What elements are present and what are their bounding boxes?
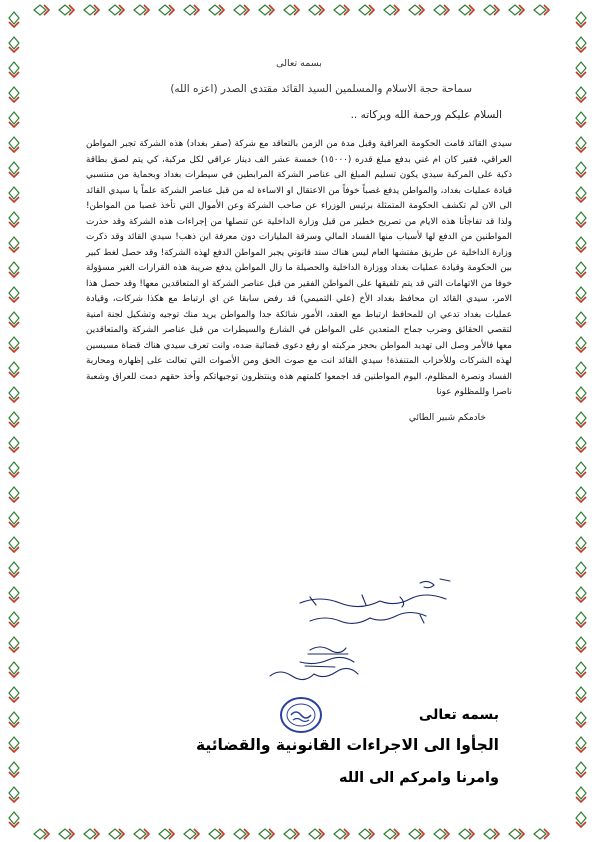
border-ornament — [576, 537, 586, 552]
border-ornament — [509, 829, 524, 839]
letter-content — [86, 58, 512, 423]
border-ornament — [576, 87, 586, 102]
greeting: السلام عليكم ورحمة الله وبركاته .. — [350, 109, 502, 121]
border-ornament — [9, 787, 19, 802]
border-ornament — [576, 762, 586, 777]
border-ornament — [159, 5, 174, 15]
border-ornament — [576, 112, 586, 127]
border-ornament — [234, 829, 249, 839]
border-ornament — [334, 829, 349, 839]
border-ornament — [109, 829, 124, 839]
border-ornament — [576, 187, 586, 202]
border-ornament — [84, 829, 99, 839]
border-ornament — [576, 687, 586, 702]
border-ornament — [576, 437, 586, 452]
border-ornament — [576, 262, 586, 277]
border-ornament — [9, 462, 19, 477]
border-ornament — [409, 829, 424, 839]
border-ornament — [576, 37, 586, 52]
response-instruction: الجأوا الى الاجراءات القانونية والقضائية — [195, 736, 499, 754]
border-ornament — [9, 487, 19, 502]
border-ornament — [134, 5, 149, 15]
border-ornament — [534, 5, 549, 15]
border-ornament — [9, 712, 19, 727]
border-ornament — [309, 829, 324, 839]
border-ornament — [9, 312, 19, 327]
border-ornament — [9, 437, 19, 452]
border-ornament — [359, 5, 374, 15]
border-ornament — [576, 337, 586, 352]
border-ornament — [84, 5, 99, 15]
border-ornament — [576, 487, 586, 502]
border-ornament — [9, 562, 19, 577]
border-ornament — [9, 337, 19, 352]
border-ornament — [184, 829, 199, 839]
border-ornament — [534, 829, 549, 839]
letter-body: سيدي القائد قامت الحكومة العراقية وقبل مدة من الزمن بالتعاقد مع شركة (صقر بغداد) هذه الشركة تجبر المواطن العراقي، فقير كان ام غني بدفع مبلغ قدره (١٥٠٠٠) خمسة عشر الف دينار عراقي لكل مركبة، كي يتم لصق بطاقة ذكية على المركبة سيدي يكون تسليم المبلغ الى عناصر الشركة المرابطين في سيطرات بغداد وبحماية من منتسبي قيادة عمليات بغداد، والمواطن يدفع غصباً خوفاً من الاعتقال او الاساءة له من قبل عناصر الشركة علماً يا سيدي القائد الى الان لم تكشف الحكومة المتمثلة برئيس الوزراء عن صاحب الشركة وعن الأموال التي تأخذ غصبا من المواطن! ولذا قد تفاجأنا هذه الايام من تصريح خطير من قبل وزارة الداخلية عن تنصلها من إجراءات هذه الشركة وقد حذرت المواطنين من الدفع لها لأسباب منها الفساد المالي وسرقة المليارات دون معرفة اين ذهب! سيدي القائد وقد ذكرت وزارة الداخلية عن طريق مفتشها العام ليس هناك سند قانوني يجبر المواطن الدفع لهذه الشركة! وقد حصل لغط كبير بين الحكومة وقيادة عمليات بغداد ووزارة الداخلية والحصيلة ما زال المواطن يدفع ضريبة هذه القرارات الغير مسؤولة خوفا من الاتهامات التي قد يتم تلفيقها على المواطن الفقير من قبل عناصر الشركة او المتعاقدين معها! وقد حصل هذا الامر، سيدي القائد ان محافظ بغداد الأخ (علي التميمي) قد رفض سابقا عن اي ارتباط مع هكذا شركات، وقيادة عمليات بغداد تدعي ان للمحافظ ارتباط مع العقد، الأمور شائكة جدا والمواطن يريد منك توجيه وتشكيل لجنة امنية لتقصي الحقائق وضرب جماح المتعدين على المواطن في الشارع والسيطرات من قبل عناصر الشركة والمتعاقدين معها فالأمر وصل الى تهديد المواطن بحجز مركبته او رفع دعوى قضائية ضده، وانت تعرف سيدي هناك قضاة مسيسين لهذه الشركات وللأحزاب المتنفذة! سيدي القائد انت مع صوت الحق ومن الأصوات التي تعالت على إظهاره ومحاربة الفساد ونصرة المظلوم، اليوم المواطنين قد اجمعوا كلمتهم هذه وينتظرون توجيهاتكم وأخذ حقهم دمت للعراق وشعبة ناصرا وللمظلوم عونا — [86, 139, 512, 397]
border-top — [34, 5, 549, 15]
border-ornament — [9, 662, 19, 677]
response-closing: وامرنا وامركم الى الله — [338, 770, 499, 786]
border-ornament — [9, 187, 19, 202]
border-ornament — [9, 162, 19, 177]
handwritten-signature — [250, 640, 370, 690]
border-ornament — [576, 212, 586, 227]
border-ornament — [576, 462, 586, 477]
border-ornament — [9, 62, 19, 77]
border-ornament — [576, 587, 586, 602]
border-ornament — [284, 829, 299, 839]
border-left — [9, 12, 19, 827]
border-ornament — [9, 387, 19, 402]
border-ornament — [576, 312, 586, 327]
border-ornament — [576, 12, 586, 27]
border-ornament — [134, 829, 149, 839]
border-ornament — [576, 512, 586, 527]
border-ornament — [9, 37, 19, 52]
border-ornament — [184, 5, 199, 15]
border-ornament — [309, 5, 324, 15]
border-ornament — [576, 62, 586, 77]
border-ornament — [576, 137, 586, 152]
border-ornament — [576, 237, 586, 252]
border-ornament — [334, 5, 349, 15]
sender-signature: خادمكم شبير الطائي — [408, 412, 486, 423]
border-ornament — [9, 687, 19, 702]
border-ornament — [576, 362, 586, 377]
salutation: بسمه تعالى — [276, 58, 322, 69]
border-bottom — [34, 829, 549, 839]
border-ornament — [9, 637, 19, 652]
border-ornament — [9, 762, 19, 777]
border-ornament — [209, 829, 224, 839]
border-ornament — [34, 829, 49, 839]
border-ornament — [9, 362, 19, 377]
border-ornament — [434, 5, 449, 15]
border-ornament — [9, 12, 19, 27]
border-ornament — [576, 562, 586, 577]
border-ornament — [9, 112, 19, 127]
border-ornament — [576, 412, 586, 427]
border-ornament — [484, 5, 499, 15]
border-ornament — [459, 829, 474, 839]
border-ornament — [9, 587, 19, 602]
border-ornament — [159, 829, 174, 839]
border-ornament — [59, 829, 74, 839]
border-ornament — [576, 712, 586, 727]
addressee: سماحة حجة الاسلام والمسلمين السيد القائد مقتدى الصدر (اعزه الله) — [170, 83, 472, 95]
handwritten-note — [270, 575, 470, 635]
border-ornament — [259, 5, 274, 15]
border-ornament — [59, 5, 74, 15]
response-heading: بسمه تعالى — [418, 707, 499, 723]
border-ornament — [9, 212, 19, 227]
border-ornament — [359, 829, 374, 839]
border-ornament — [9, 87, 19, 102]
border-ornament — [459, 5, 474, 15]
border-ornament — [576, 812, 586, 827]
border-ornament — [576, 162, 586, 177]
border-ornament — [576, 612, 586, 627]
border-ornament — [9, 737, 19, 752]
border-ornament — [9, 612, 19, 627]
border-ornament — [234, 5, 249, 15]
border-ornament — [409, 5, 424, 15]
border-ornament — [284, 5, 299, 15]
border-ornament — [109, 5, 124, 15]
border-ornament — [9, 512, 19, 527]
border-ornament — [576, 637, 586, 652]
border-ornament — [9, 812, 19, 827]
border-ornament — [9, 137, 19, 152]
border-ornament — [9, 412, 19, 427]
border-ornament — [9, 537, 19, 552]
border-ornament — [576, 662, 586, 677]
border-right — [576, 12, 586, 827]
border-ornament — [209, 5, 224, 15]
border-ornament — [9, 237, 19, 252]
border-ornament — [34, 5, 49, 15]
official-stamp — [278, 695, 324, 735]
border-ornament — [434, 829, 449, 839]
border-ornament — [576, 287, 586, 302]
border-ornament — [484, 829, 499, 839]
border-ornament — [259, 829, 274, 839]
border-ornament — [576, 387, 586, 402]
border-ornament — [9, 287, 19, 302]
border-ornament — [509, 5, 524, 15]
border-ornament — [576, 737, 586, 752]
border-ornament — [9, 262, 19, 277]
border-ornament — [576, 787, 586, 802]
border-ornament — [384, 829, 399, 839]
border-ornament — [384, 5, 399, 15]
